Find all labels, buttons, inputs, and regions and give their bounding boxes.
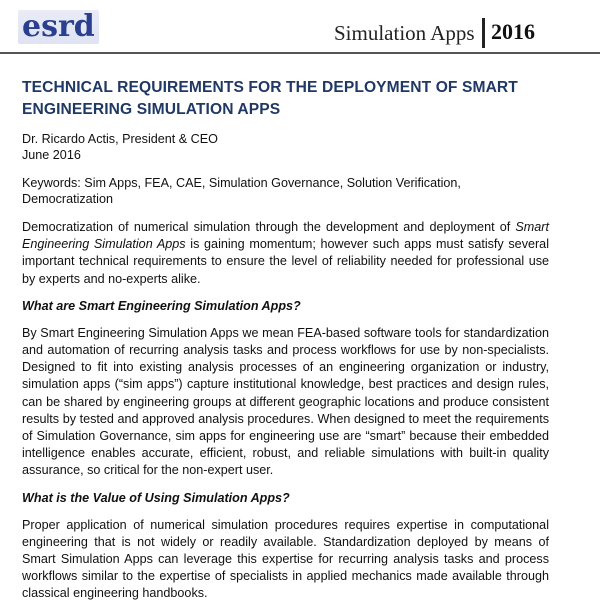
section-heading-what-are: What are Smart Engineering Simulation Apps? [22,298,301,313]
document-title: TECHNICAL REQUIREMENTS FOR THE DEPLOYMENT OF SMART ENGINEERING SIMULATION APPS [22,79,518,118]
page-header [0,0,600,60]
author: Dr. Ricardo Actis, President & CEO [22,132,218,146]
document-body [22,77,549,613]
intro-text-start: Democratization of numerical simulation through the development and deployment of [22,220,516,234]
series-year: 2016 [491,19,535,44]
series-title: Simulation Apps [334,21,475,45]
section-paragraph-value: Proper application of numerical simulation procedures requires expertise in computational engineering that is not widely or readily available. Standardization deployed by means of Smart Simulation Apps can leverage this expertise for recurring analysis tasks and process workflows similar to the expertise of specialists in applied mechanics made available through classical engineering handbooks. [22,517,549,601]
keywords: Keywords: Sim Apps, FEA, CAE, Simulation Governance, Solution Verification, Democratization [22,176,461,206]
section-paragraph-what-are: By Smart Engineering Simulation Apps we mean FEA-based software tools for standardization and automation of recurring analysis tasks and process workflows for use by non-specialists. Designed to fit into existing analysis processes of an engineering organization or industry, simulation apps (“sim apps”) capture institutional knowledge, best practices and design rules, can be shared by engineering groups at different geographic locations and produce consistent results by tested and approved analysis procedures. When designed to meet the requirements of Simulation Governance, sim apps for engineering use are “smart” because their embedded intelligence enables accurate, efficient, robust, and reliable simulations with built-in quality assurance, so critical for the non-expert user. [22,325,549,478]
intro-paragraph [22,219,549,288]
header-divider [482,18,485,48]
intro-text-end: is gaining momentum; however such apps must satisfy several important technical requirements to ensure the level of reliability needed for professional use by experts and no-experts alike. [22,237,549,286]
intro-emphasis: Smart Engineering Simulation Apps [22,220,549,252]
header-rule [0,52,600,54]
section-heading-value: What is the Value of Using Simulation Apps? [22,490,290,505]
esrd-logo: esrd [18,10,99,44]
date: June 2016 [22,148,81,162]
